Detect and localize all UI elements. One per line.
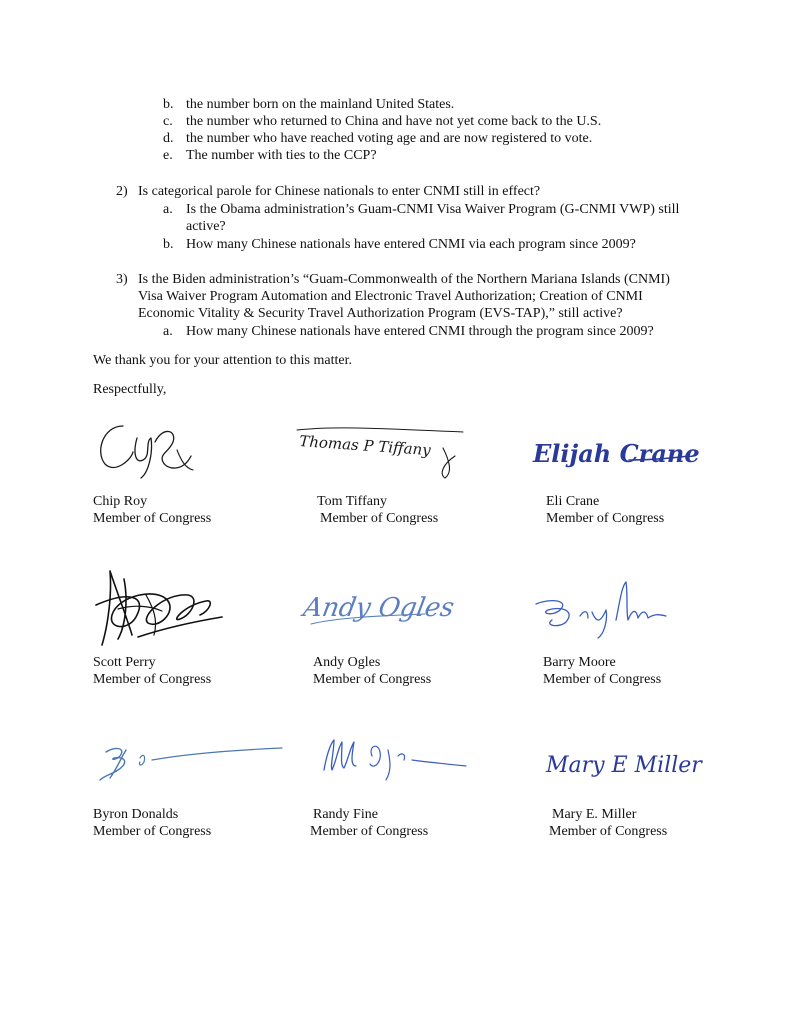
- signature-script-text: Mary E Miller: [546, 753, 702, 778]
- list-marker: b.: [163, 97, 174, 112]
- signer-title: Member of Congress: [93, 511, 212, 526]
- signer-name: Scott Perry: [93, 655, 156, 670]
- signature-barry-moore: [530, 580, 670, 645]
- signature-mary-miller: [544, 742, 704, 797]
- signature-script-text: Elijah Crane: [533, 439, 700, 468]
- signer-title: Member of Congress: [310, 824, 429, 839]
- question-marker: 2): [116, 184, 128, 199]
- signer-title: Member of Congress: [93, 824, 212, 839]
- list-item: The number with ties to the CCP?: [186, 148, 377, 163]
- list-marker: a.: [163, 202, 173, 217]
- signer-title: Member of Congress: [543, 672, 662, 687]
- signature-byron-donalds: [96, 738, 286, 793]
- list-marker: d.: [163, 131, 174, 146]
- list-item: the number who have reached voting age and are now registered to vote.: [186, 131, 593, 146]
- list-item: How many Chinese nationals have entered CNMI via each program since 2009?: [186, 237, 636, 252]
- signer-title: Member of Congress: [93, 672, 212, 687]
- signer-title: Member of Congress: [320, 511, 439, 526]
- question-text: Is categorical parole for Chinese nationals to enter CNMI still in effect?: [138, 184, 541, 199]
- signer-title: Member of Congress: [546, 511, 665, 526]
- list-marker: a.: [163, 324, 173, 339]
- list-item: the number who returned to China and have not yet come back to the U.S.: [186, 114, 602, 129]
- signer-title: Member of Congress: [549, 824, 668, 839]
- signature-randy-fine: [316, 736, 476, 791]
- signature-scott-perry: [88, 565, 228, 655]
- signature-script-text: Andy Ogles: [301, 593, 457, 623]
- list-item: How many Chinese nationals have entered CNMI through the program since 2009?: [186, 324, 654, 339]
- question-text-continuation: Visa Waiver Program Automation and Electronic Travel Authorization; Creation of CNMI: [138, 289, 643, 304]
- signature-tom-tiffany: [293, 420, 473, 485]
- signature-eli-crane: [533, 430, 700, 485]
- list-marker: b.: [163, 237, 174, 252]
- signer-name: Tom Tiffany: [317, 494, 387, 509]
- signer-name: Randy Fine: [313, 807, 378, 822]
- signer-title: Member of Congress: [313, 672, 432, 687]
- signature-chip-roy: [93, 412, 203, 487]
- question-marker: 3): [116, 272, 128, 287]
- question-text: Is the Biden administration’s “Guam-Commonwealth of the Northern Mariana Islands (CNMI): [138, 272, 670, 287]
- closing-sentence: We thank you for your attention to this matter.: [93, 353, 352, 368]
- signer-name: Mary E. Miller: [552, 807, 637, 822]
- signoff: Respectfully,: [93, 382, 167, 397]
- signature-script-text: Thomas P Tiffany: [298, 432, 432, 460]
- list-item-continuation: active?: [186, 219, 226, 234]
- list-item: the number born on the mainland United States.: [186, 97, 455, 112]
- question-text-continuation: Economic Vitality & Security Travel Authorization Program (EVS-TAP),” still active?: [138, 306, 623, 321]
- list-marker: c.: [163, 114, 173, 129]
- list-marker: e.: [163, 148, 173, 163]
- signer-name: Eli Crane: [546, 494, 600, 509]
- signer-name: Andy Ogles: [313, 655, 381, 670]
- signer-name: Barry Moore: [543, 655, 616, 670]
- list-item: Is the Obama administration’s Guam-CNMI Visa Waiver Program (G-CNMI VWP) still: [186, 202, 680, 217]
- signature-andy-ogles: [301, 578, 457, 643]
- signer-name: Chip Roy: [93, 494, 148, 509]
- signer-name: Byron Donalds: [93, 807, 179, 822]
